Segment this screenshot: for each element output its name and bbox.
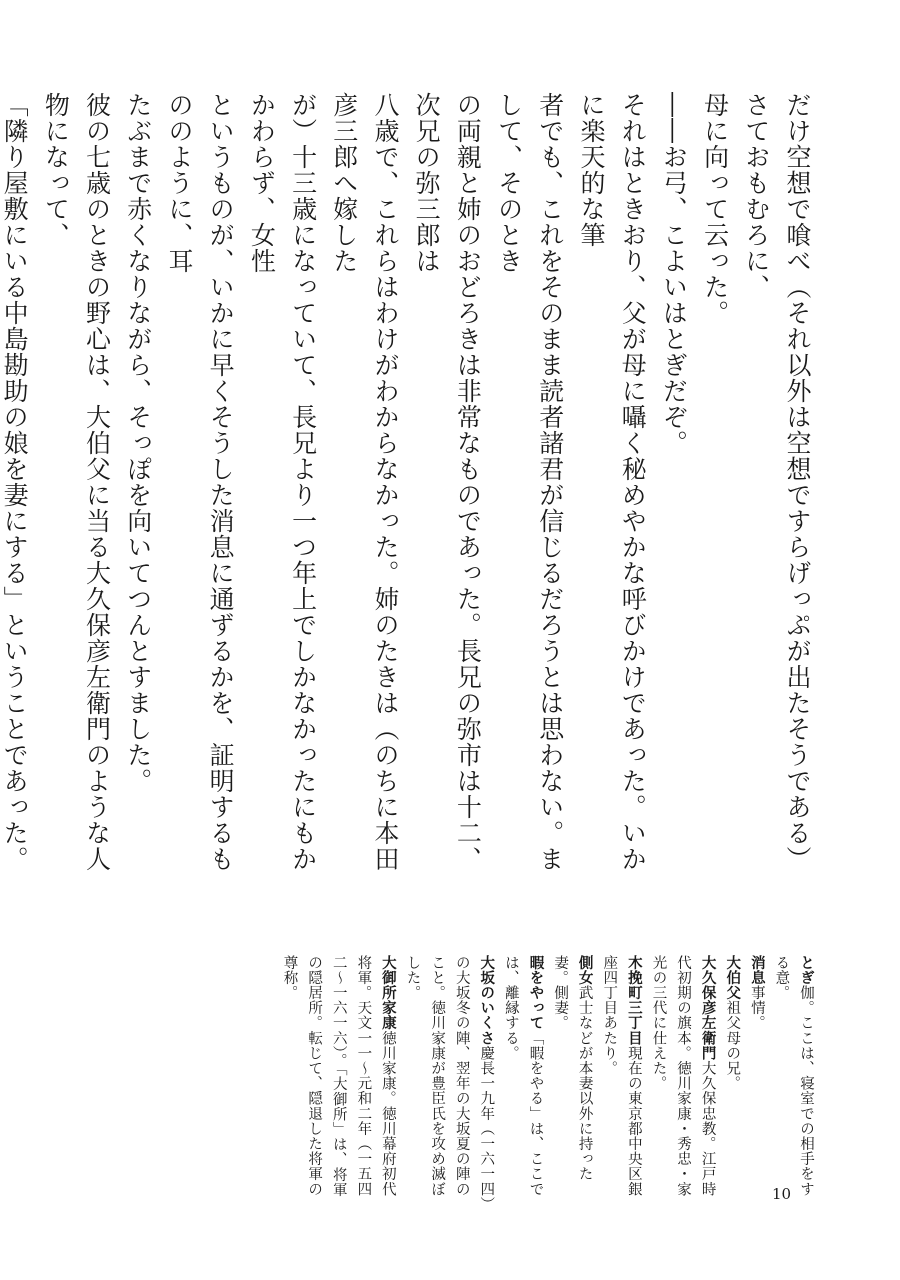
footnote bbox=[720, 955, 745, 1205]
footnote bbox=[498, 955, 547, 1205]
footnote-text: 「暇をやる」は、ここでは、離縁する。 bbox=[502, 955, 544, 1197]
footnote-term: 大久保彦左衛門 bbox=[699, 955, 717, 1061]
footnote-term: とぎ bbox=[798, 955, 815, 986]
footnote bbox=[277, 955, 400, 1205]
footnote-text: 慶長一九年（一六一四）の大坂冬の陣、翌年の大坂夏の陣のこと。徳川家康が豊臣氏を攻め滅ぼした。 bbox=[404, 955, 495, 1205]
body-line: たぶまで赤くなりながら、そっぽを向いてつんとすました。 bbox=[123, 92, 153, 794]
footnote-text: 事情。 bbox=[748, 985, 765, 1031]
footnote-term: 大伯父 bbox=[724, 955, 742, 1001]
footnote bbox=[597, 955, 646, 1205]
page-number: 10 bbox=[772, 1185, 792, 1203]
footnote-term: 木挽町三丁目 bbox=[625, 955, 643, 1046]
body-line: ――お弓、こよいはとぎだぞ。 bbox=[659, 92, 689, 456]
footnote-term: 暇をやって bbox=[527, 955, 545, 1031]
footnote-term: 大坂のいくさ bbox=[478, 955, 496, 1046]
footnote-text: 伽。ここは、寝室での相手をする意。 bbox=[773, 955, 814, 1197]
footnote-text: 祖父母の兄。 bbox=[724, 1000, 741, 1091]
body-line: 八歳で、これらはわけがわからなかった。姉のたきは（のちに本田彦三郎へ嫁した bbox=[329, 92, 400, 872]
footnote bbox=[646, 955, 720, 1205]
body-line: それはときおり、父が母に囁く秘めやかな呼びかけであった。いかに楽天的な筆 bbox=[576, 92, 648, 872]
body-line: 者でも、これをそのまま読者諸君が信じるだろうとは思わない。まして、そのとき bbox=[494, 92, 565, 872]
footnote bbox=[547, 955, 596, 1205]
footnote-text: 大久保忠教。江戸時代初期の旗本。徳川家康・秀忠・家光の三代に仕えた。 bbox=[650, 955, 716, 1197]
footnote bbox=[400, 955, 498, 1205]
body-line: だけ空想で喰べ（それ以外は空想ですらげっぷが出たそうである）さておもむろに、 bbox=[741, 92, 812, 872]
body-line: というものが、いかに早くそうした消息に通ずるかを、証明するもののように、耳 bbox=[164, 92, 236, 872]
footnote-text: 徳川家康。徳川幕府初代将軍。天文一一～元和二年（一五四二～一六一六）。「大御所」は、将軍の隠居所。転じて、隠退した将軍の尊称。 bbox=[281, 955, 396, 1198]
footnote-term: 大御所家康 bbox=[379, 955, 397, 1031]
footnote-text: 武士などが本妻以外に持った妻。側妻。 bbox=[552, 955, 593, 1182]
footnote bbox=[769, 955, 818, 1205]
footnote bbox=[744, 955, 769, 1205]
body-line: 彼の七歳のときの野心は、大伯父に当る大久保彦左衛門のような人物になって、 bbox=[41, 92, 112, 872]
main-body-text bbox=[0, 92, 818, 892]
body-line: の両親と姉のおどろきは非常なものであった。長兄の弥市は十二、次兄の弥三郎は bbox=[412, 92, 483, 872]
footnote-text: 現在の東京都中央区銀座四丁目あたり。 bbox=[601, 955, 642, 1197]
footnotes bbox=[58, 955, 818, 1205]
footnote-term: 消息 bbox=[748, 955, 766, 986]
body-line: 「隣り屋敷にいる中島勘助の娘を妻にする」ということであった。 bbox=[0, 92, 30, 872]
body-line: が）十三歳になっていて、長兄より一つ年上でしかなかったにもかかわらず、女性 bbox=[247, 92, 318, 872]
body-line: 母に向って云った。 bbox=[700, 92, 730, 326]
footnote-term: 側女 bbox=[576, 955, 594, 986]
